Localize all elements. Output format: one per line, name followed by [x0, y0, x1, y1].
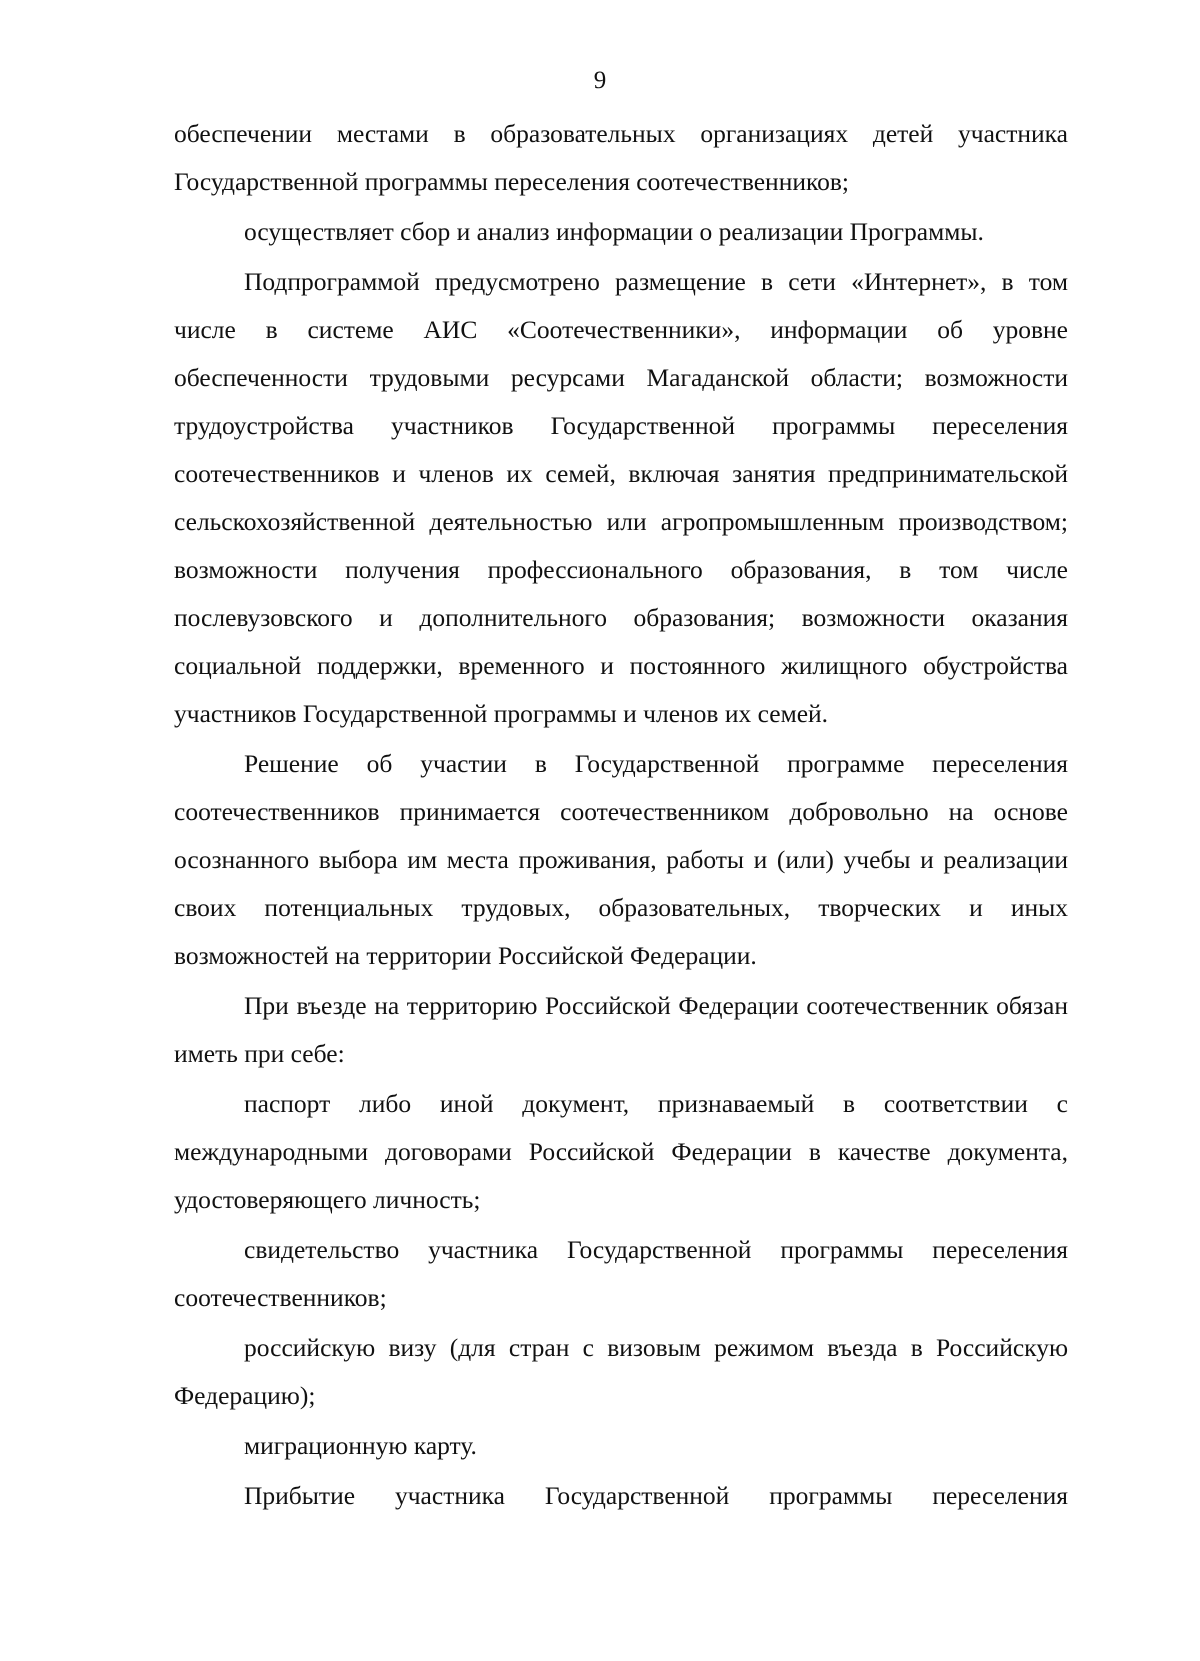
paragraph-subprogram-info: Подпрограммой предусмотрено размещение в сети «Интернет», в том числе в системе АИС «Соотечественники», информации об уровне обеспеченности трудовыми ресурсами Магаданской области; возможности трудоустройства участников Государственной программы переселения соотечественников и членов их семей, включая занятия предпринимательской сельскохозяйственной деятельностью или агропромышленным производством; возможности получения профессионального образования, в том числе послевузовского и дополнительного образования; возможности оказания социальной поддержки, временного и постоянного жилищного обустройства участников Государственной программы и членов их семей. — [174, 267, 1068, 728]
paragraph-participation-decision: Решение об участии в Государственной программе переселения соотечественников принимается соотечественником добровольно на основе осознанного выбора им места проживания, работы и (или) учебы и реализации своих потенциальных трудовых, образовательных, творческих и иных возможностей на территории Российской Федерации. — [174, 749, 1068, 970]
list-item-passport: паспорт либо иной документ, признаваемый в соответствии с международными договорами Российской Федерации в качестве документа, удостоверяющего личность; — [174, 1089, 1068, 1214]
list-item-certificate: свидетельство участника Государственной программы переселения соотечественников; — [174, 1235, 1068, 1312]
page-number: 9 — [593, 67, 607, 94]
paragraph-continuation: обеспечении местами в образовательных организациях детей участника Государственной программы переселения соотечественников; — [174, 119, 1068, 196]
list-item-migration-card: миграционную карту. — [244, 1431, 477, 1460]
list-item-visa: российскую визу (для стран с визовым режимом въезда в Российскую Федерацию); — [174, 1333, 1068, 1410]
document-body — [174, 110, 1068, 1520]
paragraph-data-collection: осуществляет сбор и анализ информации о реализации Программы. — [244, 217, 984, 246]
paragraph-entry-requirements: При въезде на территорию Российской Федерации соотечественник обязан иметь при себе: — [174, 991, 1068, 1068]
paragraph-arrival: Прибытие участника Государственной программы переселения — [244, 1481, 1068, 1510]
